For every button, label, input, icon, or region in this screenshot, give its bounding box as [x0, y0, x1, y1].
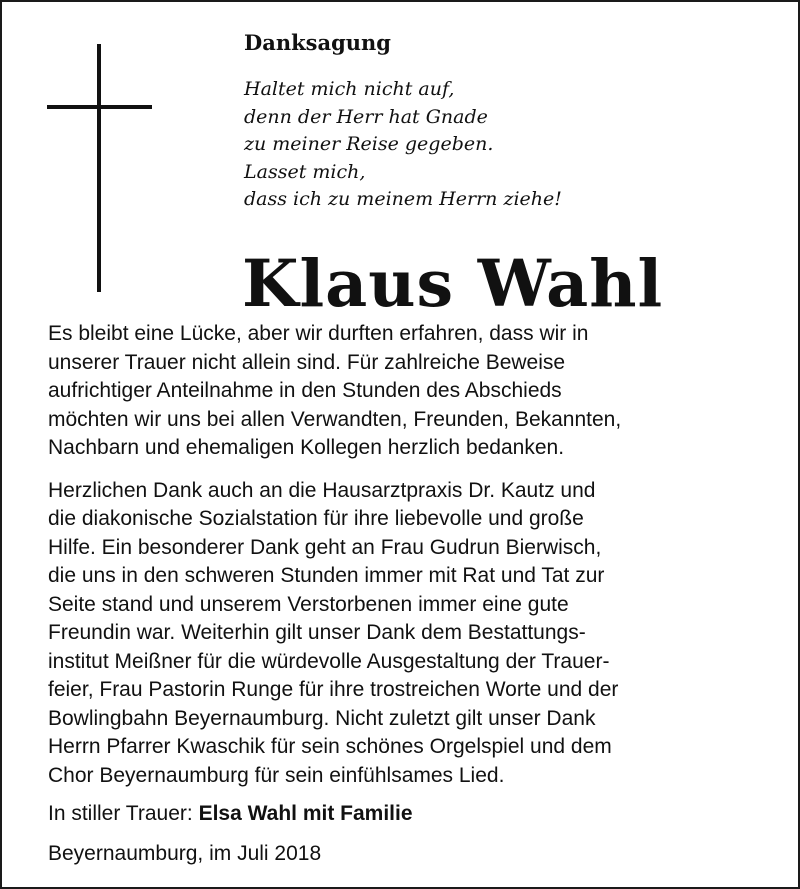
notice-heading: Danksagung [244, 30, 391, 55]
verse-line: dass ich zu meinem Herrn ziehe! [244, 188, 562, 210]
cross-icon [47, 44, 152, 292]
mourners-label: In stiller Trauer: [48, 802, 193, 825]
cross-vertical-bar [97, 44, 101, 292]
cross-horizontal-bar [47, 105, 152, 109]
text-line: Freundin war. Weiterhin gilt unser Dank dem Bestattungs- [48, 621, 586, 644]
place-date: Beyernaumburg, im Juli 2018 [48, 842, 322, 865]
text-line: die diakonische Sozialstation für ihre liebevolle und große [48, 507, 584, 530]
bible-verse [244, 76, 562, 214]
verse-line: denn der Herr hat Gnade [244, 105, 488, 128]
text-line: Es bleibt eine Lücke, aber wir durften erfahren, dass wir in [48, 322, 589, 345]
text-line: feier, Frau Pastorin Runge für ihre trostreichen Worte und der [48, 678, 619, 701]
text-line: Chor Beyernaumburg für sein einfühlsames Lied. [48, 763, 505, 787]
paragraph-1 [48, 320, 621, 463]
deceased-name: Klaus Wahl [242, 246, 664, 322]
verse-line: Haltet mich nicht auf, [244, 78, 455, 100]
text-line: Bowlingbahn Beyernaumburg. Nicht zuletzt gilt unser Dank [48, 706, 596, 730]
text-line: Herzlichen Dank auch an die Hausarztpraxis Dr. Kautz und [48, 478, 596, 502]
verse-line: Lasset mich, [244, 160, 366, 183]
text-line: Nachbarn und ehemaligen Kollegen herzlich bedanken. [48, 436, 565, 459]
text-line: Seite stand und unserem Verstorbenen immer eine gute [48, 592, 569, 616]
text-line: institut Meißner für die würdevolle Ausgestaltung der Trauer- [48, 649, 610, 673]
verse-line: zu meiner Reise gegeben. [244, 133, 494, 155]
text-line: die uns in den schweren Stunden immer mit Rat und Tat zur [48, 564, 605, 587]
paragraph-2 [48, 477, 621, 791]
text-line: aufrichtiger Anteilnahme in den Stunden des Abschieds [48, 379, 562, 402]
text-line: Hilfe. Ein besonderer Dank geht an Frau Gudrun Bierwisch, [48, 535, 602, 559]
mourners-names: Elsa Wahl mit Familie [198, 802, 413, 825]
mourners-line [48, 802, 413, 826]
text-line: möchten wir uns bei allen Verwandten, Freunden, Bekannten, [48, 407, 622, 431]
thanks-text [48, 320, 621, 790]
text-line: unserer Trauer nicht allein sind. Für zahlreiche Beweise [48, 350, 566, 374]
text-line: Herrn Pfarrer Kwaschik für sein schönes Orgelspiel und dem [48, 735, 612, 758]
